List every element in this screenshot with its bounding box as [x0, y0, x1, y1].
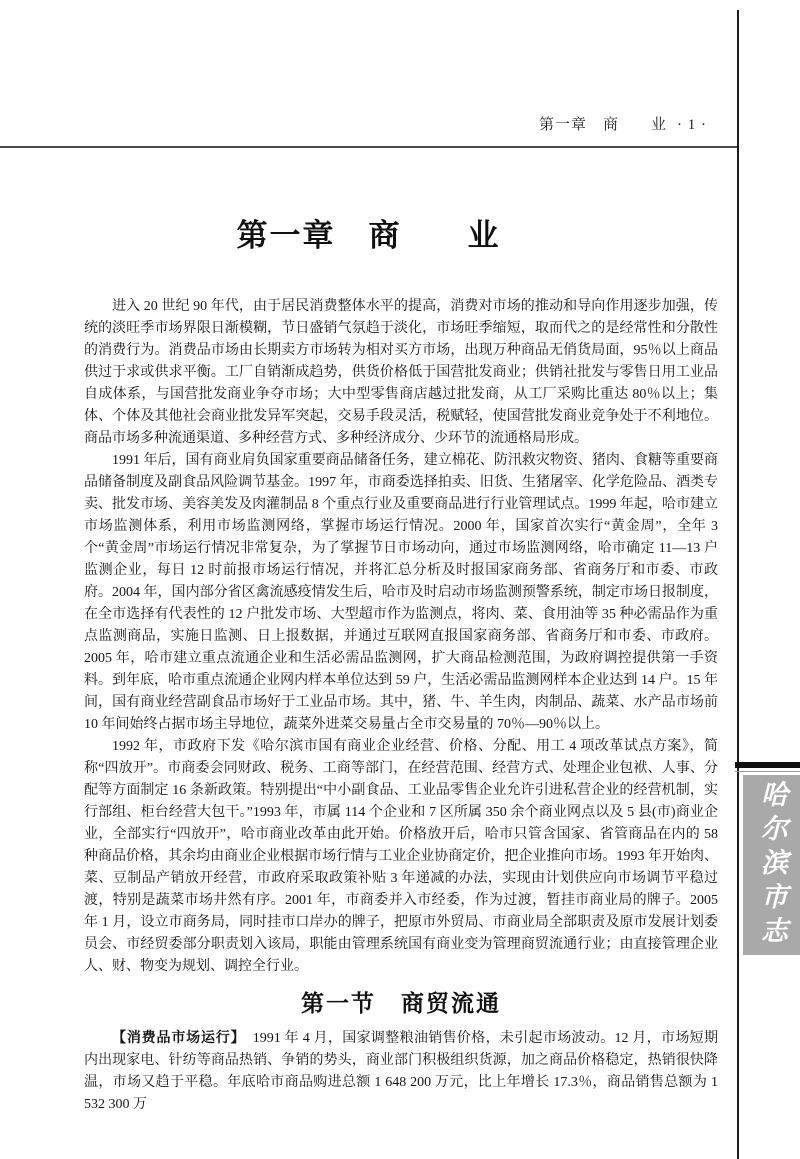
sidebar-black-bar — [735, 762, 800, 768]
entry-text: 1991 年 4 月，国家调整粮油销售价格，未引起市场波动。12 月，市场短期内出现家电、针纺等商品热销、争销的势头，商业部门积极组织货源，加之商品价格稳定，热销很快降温，市场又趋于平稳。年底哈市商品购进总额 1 648 200 万元，比上年增长 17.3％，商品销售总额为 1 532 300 万 — [84, 1031, 719, 1112]
paragraph-reform-1992: 1992 年，市政府下发《哈尔滨市国有商业企业经营、价格、分配、用工 4 项改革试点方案》，简称“四放开”。市商委会同财政、税务、工商等部门，在经营范围、经营方式、处理企业包袱、人事、分配等方面制定 16 条新政策。特别提出“中小副食品、工业品零售企业允许引进私营企业的经营机制，实行部组、柜台经营大包干。”1993 年，市属 114 个企业和 7 区所属 350 余个商业网点以及 5 县(市)商业企业，全部实行“四放开”，哈市商业改革由此开始。价格放开后，哈市只管含国家、省管商品在内的 58 种商品价格，其余均由商业企业根据市场行情与工业企业协商定价，把企业推向市场。1993 年开始肉、菜、豆制品产销放开经营，市政府采取政策补贴 3 年递减的办法，实现由计划供应向市场调节平稳过渡，特别是蔬菜市场井然有序。2001 年，市商委并入市经委，作为过渡，暂挂市商业局的牌子。2005 年 1 月，设立市商务局，同时挂市口岸办的牌子，把原市外贸局、市商业局全部职责及原市发展计划委员会、市经贸委部分职责划入该局，职能由管理系统国有商业变为管理商贸流通行业；由直接管理企业人、财、物变为规划、调控全行业。 — [84, 739, 718, 974]
page-number: · 1 · — [677, 117, 707, 133]
entry-label: 【消费品市场运行】 — [112, 1029, 239, 1045]
page-border-line — [737, 10, 739, 1159]
header-rule — [0, 146, 739, 148]
running-header-title: 第一章 商 业 — [538, 117, 667, 133]
section-title: 第一节 商贸流通 — [301, 991, 501, 1016]
running-header — [539, 113, 707, 134]
chapter-title: 第一章 商 业 — [236, 218, 501, 253]
paragraph-reserves-monitoring: 1991 年后，国有商业肩负国家重要商品储备任务，建立棉花、防汛救灾物资、猪肉、食糖等重要商品储备制度及副食品风险调节基金。1997 年，市商委选择拍卖、旧货、生猪屠宰、化学危险品、酒类专卖、批发市场、美容美发及肉灌制品 8 个重点行业及重要商品进行行业管理试点。1999 年起，哈市建立市场监测体系，利用市场监测网络，掌握市场运行情况。2000 年，国家首次实行“黄金周”，全年 3 个“黄金周”市场运行情况非常复杂，为了掌握节日市场动向，通过市场监测网络，哈市确定 11—13 户监测企业，每日 12 时前报市场运行情况，并将汇总分析及时报国家商务部、省商务厅和市委、市政府。2004 年，国内部分省区禽流感疫情发生后，哈市及时启动市场监测预警系统，制定市场日报制度，在全市选择有代表性的 12 户批发市场、大型超市作为监测点，将肉、菜、食用油等 35 种必需品作为重点监测商品，实施日监测、日上报数据，并通过互联网直报国家商务部、省商务厅和市委、市政府。2005 年，哈市建立重点流通企业和生活必需品监测网，扩大商品检测范围，为政府调控提供第一手资料。到年底，哈市重点流通企业网内样本单位达到 59 户，生活必需品监测网样本企业达到 14 户。15 年间，国有商业经营副食品市场好于工业品市场。其中，猪、牛、羊生肉，肉制品、蔬菜、水产品市场前 10 年间始终占据市场主导地位，蔬菜外进菜交易量占全市交易量的 70％—90％以上。 — [84, 453, 718, 732]
sidebar-divider — [735, 771, 800, 772]
paragraph-consumer-market — [84, 1026, 718, 1116]
body-text — [84, 296, 718, 1116]
paragraph-market-overview: 进入 20 世纪 90 年代，由于居民消费整体水平的提高，消费对市场的推动和导向作用逐步加强，传统的淡旺季市场界限日渐模糊，节日盛销气氛趋于淡化，市场旺季缩短，取而代之的是经常性和分散性的消费行为。消费品市场由长期卖方市场转为相对买方市场，出现万种商品无俏货局面，95％以上商品供过于求或供求平衡。工厂自销渐成趋势，供货价格低于国营批发商业；供销社批发与零售日用工业品自成体系，与国营批发商业争夺市场；大中型零售商店越过批发商，从工厂采购比重达 80％以上；集体、个体及其他社会商业批发异军突起，交易手段灵活，税赋轻，使国营批发商业竞争处于不利地位。商品市场多种流通渠道、多种经营方式、多种经济成分、少环节的流通格局形成。 — [84, 299, 718, 446]
sidebar-tab — [743, 775, 800, 955]
sidebar-book-title: 哈尔滨市志 — [757, 780, 787, 950]
